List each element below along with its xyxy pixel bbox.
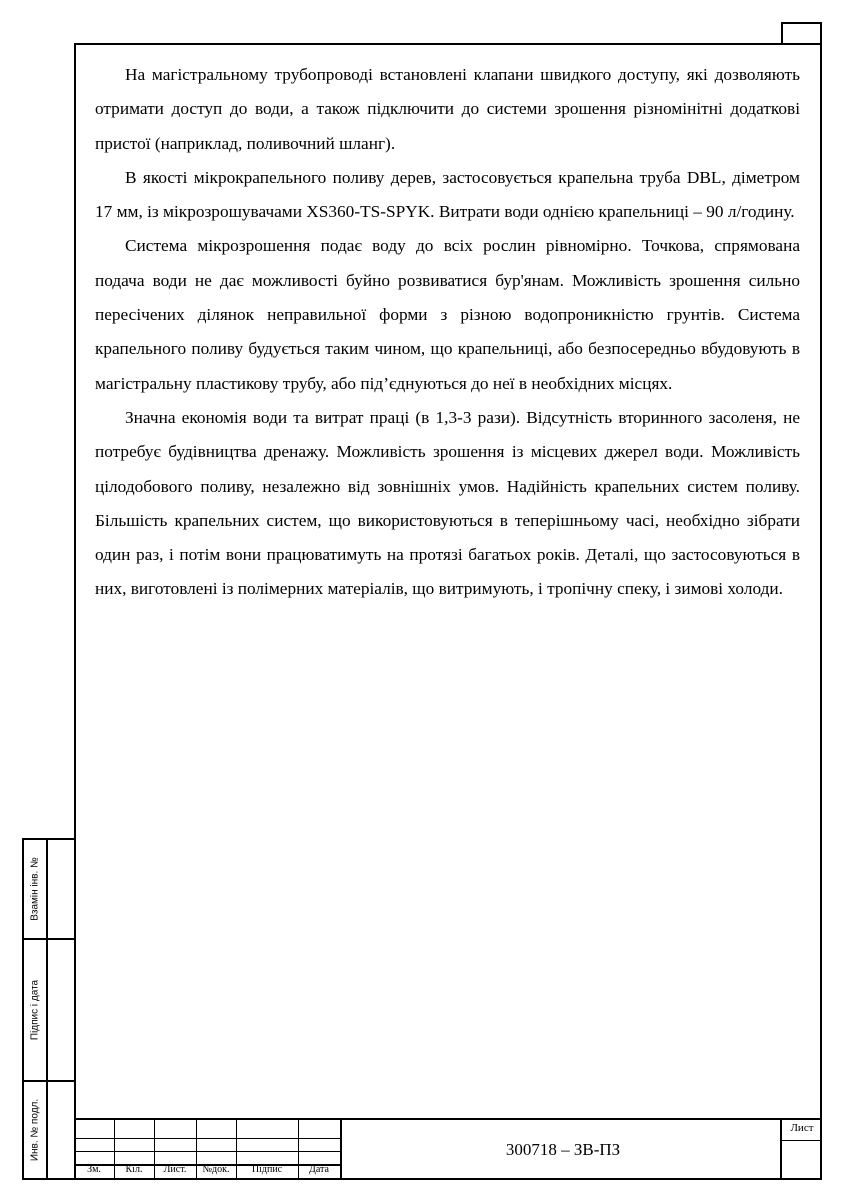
revision-table [74, 1120, 340, 1180]
title-block [74, 1118, 822, 1180]
sheet-box [780, 1120, 822, 1180]
col-doc-no: №док. [202, 1164, 230, 1175]
inv-no-cell [22, 1080, 76, 1180]
col-list: Лист. [163, 1164, 187, 1175]
paragraph-1: На магістральному трубопроводі встановлені клапани швидкого доступу, які дозволяють отримати доступ до води, а також підключити до системи зрошення різномінітні додаткові пристої (наприклад, поливочний шланг). [95, 65, 800, 153]
swap-inv-label: Взамін інв. № [29, 857, 41, 921]
col-kil: Кіл. [125, 1164, 143, 1175]
document-body [95, 58, 800, 607]
inv-no-label: Инв. № подл. [29, 1098, 41, 1162]
side-stamp [22, 838, 76, 1180]
swap-inv-cell [22, 838, 76, 940]
sign-date-cell [22, 938, 76, 1082]
paragraph-2: В якості мікрокрапельного поливу дерев, застосовується крапельна труба DBL, діметром 17 мм, із мікрозрошувачами XS360-TS-SPYK. Витрати води однією крапельниці – 90 л/годину. [95, 167, 800, 222]
document-code: 300718 – ЗВ-ПЗ [340, 1120, 784, 1180]
col-signature: Підпис [251, 1164, 283, 1175]
col-zm: Зм. [87, 1164, 101, 1175]
paragraph-4: Значна економія води та витрат праці (в 1,3-3 рази). Відсутність вторинного засоленя, не потребує будівництва дренажу. Можливість зрошення із місцевих джерел води. Можливість цілодобового поливу, незалежно від зовнішніх умов. Надійність крапельних систем поливу. Більшість крапельних систем, що використовуються в теперішньому часі, необхідно зібрати один раз, і потім вони працюватимуть на протязі багатьох років. Деталі, що застосовуються в них, виготовлені із полімерних матеріалів, що витримують, і тропічну спеку, і зимові холоди. [95, 407, 800, 599]
col-date: Дата [309, 1164, 329, 1175]
sheet-number-corner-box [781, 22, 822, 45]
sign-date-label: Підпис і дата [29, 979, 41, 1041]
paragraph-3: Система мікрозрошення подає воду до всіх рослин рівномірно. Точкова, спрямована подача води не дає можливості буйно розвиватися бур'янам. Можливість зрошення сильно пересічених ділянок неправильної форми з різною водопроникністю грунтів. Система крапельного поливу будується таким чином, що крапельниці, або безпосередньо вбудовують в магістральну пластикову трубу, або під’єднуються до неї в необхідних місцях. [95, 236, 800, 393]
sheet-label: Лист [790, 1122, 814, 1134]
